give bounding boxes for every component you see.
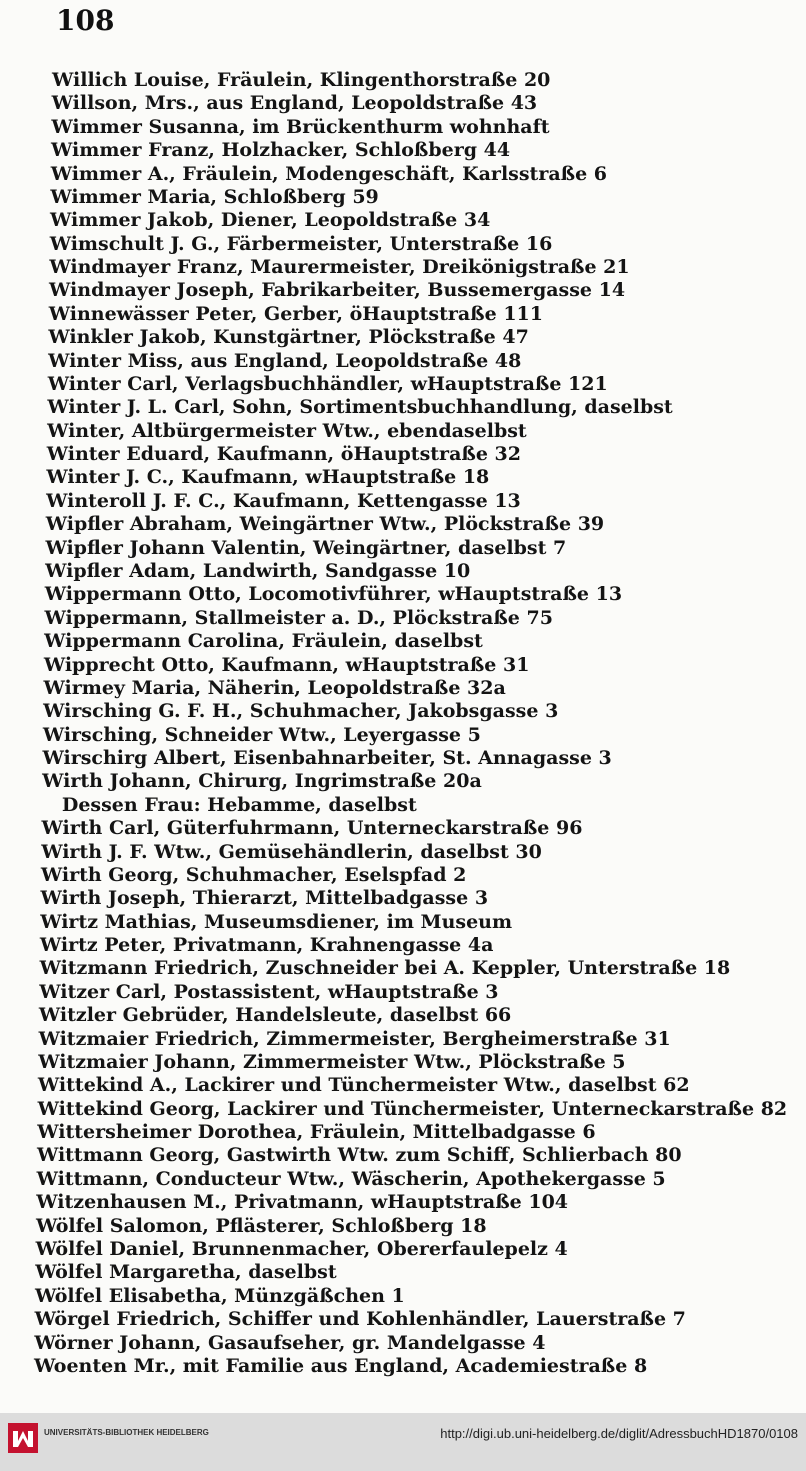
address-entry: Witzler Gebrüder, Handelsleute, daselbst 66 — [38, 1004, 512, 1027]
page-number: 108 — [56, 4, 115, 37]
address-entry: Witzmaier Friedrich, Zimmermeister, Bergheimerstraße 31 — [38, 1027, 671, 1050]
address-entry: Wipfler Johann Valentin, Weingärtner, daselbst 7 — [45, 536, 567, 559]
address-entry: Dessen Frau: Hebamme, daselbst — [61, 793, 417, 816]
library-name: UNIVERSITÄTS-BIBLIOTHEK HEIDELBERG — [44, 1428, 209, 1437]
address-entry: Winter, Altbürgermeister Wtw., ebendaselbst — [47, 419, 527, 442]
address-entry: Winteroll J. F. C., Kaufmann, Kettengasse 13 — [46, 489, 521, 512]
address-entry: Winter Carl, Verlagsbuchhändler, wHauptstraße 121 — [47, 372, 608, 395]
address-entry: Wirth Joseph, Thierarzt, Mittelbadgasse 3 — [40, 887, 489, 910]
address-entry: Wimmer A., Fräulein, Modengeschäft, Karlsstraße 6 — [50, 162, 608, 185]
address-entry: Witzmaier Johann, Zimmermeister Wtw., Plöckstraße 5 — [38, 1050, 626, 1073]
address-entry: Wölfel Salomon, Pflästerer, Schloßberg 18 — [35, 1214, 487, 1237]
library-logo-text — [44, 1428, 209, 1437]
address-entry: Willich Louise, Fräulein, Klingenthorstraße 20 — [52, 69, 551, 91]
address-entry: Wittekind A., Lackirer und Tünchermeister Wtw., daselbst 62 — [37, 1074, 690, 1097]
address-entry: Witzer Carl, Postassistent, wHauptstraße 3 — [39, 980, 499, 1003]
address-entry: Wirth J. F. Wtw., Gemüsehändlerin, daselbst 30 — [41, 840, 542, 863]
address-entry: Winter J. C., Kaufmann, wHauptstraße 18 — [46, 466, 490, 489]
address-entry: Wölfel Elisabetha, Münzgäßchen 1 — [34, 1284, 405, 1307]
address-entry: Wittmann, Conducteur Wtw., Wäscherin, Apothekergasse 5 — [36, 1167, 666, 1190]
address-entry: Wittersheimer Dorothea, Fräulein, Mittelbadgasse 6 — [37, 1121, 596, 1144]
address-entry: Winter Eduard, Kaufmann, öHauptstraße 32 — [46, 443, 521, 466]
address-entry: Willson, Mrs., aus England, Leopoldstraße 43 — [51, 92, 538, 115]
address-entry: Witzenhausen M., Privatmann, wHauptstraße 104 — [36, 1191, 569, 1214]
address-entry: Wörgel Friedrich, Schiffer und Kohlenhändler, Lauerstraße 7 — [34, 1308, 686, 1331]
address-entry: Wirschirg Albert, Eisenbahnarbeiter, St. Annagasse 3 — [42, 747, 612, 770]
address-entry: Winnewässer Peter, Gerber, öHauptstraße 111 — [48, 302, 543, 325]
address-entry: Wörner Johann, Gasaufseher, gr. Mandelgasse 4 — [34, 1331, 546, 1354]
address-entry: Wippermann Carolina, Fräulein, daselbst — [44, 630, 483, 653]
address-entry: Wimmer Franz, Holzhacker, Schloßberg 44 — [51, 139, 511, 162]
footer-bar — [0, 1413, 806, 1471]
address-entry: Witzmann Friedrich, Zuschneider bei A. Keppler, Unterstraße 18 — [39, 957, 731, 980]
address-entry: Wirtz Peter, Privatmann, Krahnengasse 4a — [39, 934, 494, 957]
address-entry: Wirth Johann, Chirurg, Ingrimstraße 20a — [42, 770, 482, 793]
permalink-url[interactable]: http://digi.ub.uni-heidelberg.de/diglit/AdressbuchHD1870/0108 — [440, 1426, 798, 1441]
address-entry: Wimmer Maria, Schloßberg 59 — [50, 185, 379, 208]
address-entry: Winter Miss, aus England, Leopoldstraße 48 — [48, 349, 522, 372]
address-entry: Wimmer Susanna, im Brückenthurm wohnhaft — [51, 115, 550, 138]
address-entry: Woenten Mr., mit Familie aus England, Academiestraße 8 — [34, 1354, 648, 1377]
address-entry: Wimschult J. G., Färbermeister, Unterstraße 16 — [49, 232, 553, 255]
address-entry: Wippermann Otto, Locomotivführer, wHauptstraße 13 — [44, 583, 623, 606]
address-entry: Wipfler Abraham, Weingärtner Wtw., Plöckstraße 39 — [45, 513, 605, 536]
address-entry: Windmayer Joseph, Fabrikarbeiter, Bussemergasse 14 — [49, 279, 626, 302]
address-entry: Wirtz Mathias, Museumsdiener, im Museum — [40, 910, 513, 933]
address-entry: Wipprecht Otto, Kaufmann, wHauptstraße 31 — [43, 653, 530, 676]
address-entry: Windmayer Franz, Maurermeister, Dreikönigstraße 21 — [49, 256, 630, 279]
address-entry: Wirth Carl, Güterfuhrmann, Unterneckarstraße 96 — [41, 817, 583, 840]
address-entry: Wölfel Daniel, Brunnenmacher, Obererfaulepelz 4 — [35, 1238, 568, 1260]
address-entry: Wirth Georg, Schuhmacher, Eselspfad 2 — [40, 863, 467, 886]
address-entry: Wippermann, Stallmeister a. D., Plöckstraße 75 — [44, 606, 553, 629]
address-entry: Winkler Jakob, Kunstgärtner, Plöckstraße 47 — [48, 326, 529, 349]
address-entry: Wirsching, Schneider Wtw., Leyergasse 5 — [42, 723, 481, 746]
library-logo-icon — [8, 1423, 38, 1453]
address-entry: Wittmann Georg, Gastwirth Wtw. zum Schiff, Schlierbach 80 — [36, 1144, 682, 1167]
address-entry: Wittekind Georg, Lackirer und Tünchermeister, Unterneckarstraße 82 — [37, 1097, 788, 1120]
address-entry: Wimmer Jakob, Diener, Leopoldstraße 34 — [50, 209, 491, 232]
address-entry: Winter J. L. Carl, Sohn, Sortimentsbuchhandlung, daselbst — [47, 396, 673, 419]
address-entry: Wirsching G. F. H., Schuhmacher, Jakobsgasse 3 — [43, 700, 559, 723]
address-entry: Wölfel Margaretha, daselbst — [35, 1261, 337, 1284]
address-entry: Wipfler Adam, Landwirth, Sandgasse 10 — [45, 559, 471, 582]
address-entry: Wirmey Maria, Näherin, Leopoldstraße 32a — [43, 676, 506, 699]
